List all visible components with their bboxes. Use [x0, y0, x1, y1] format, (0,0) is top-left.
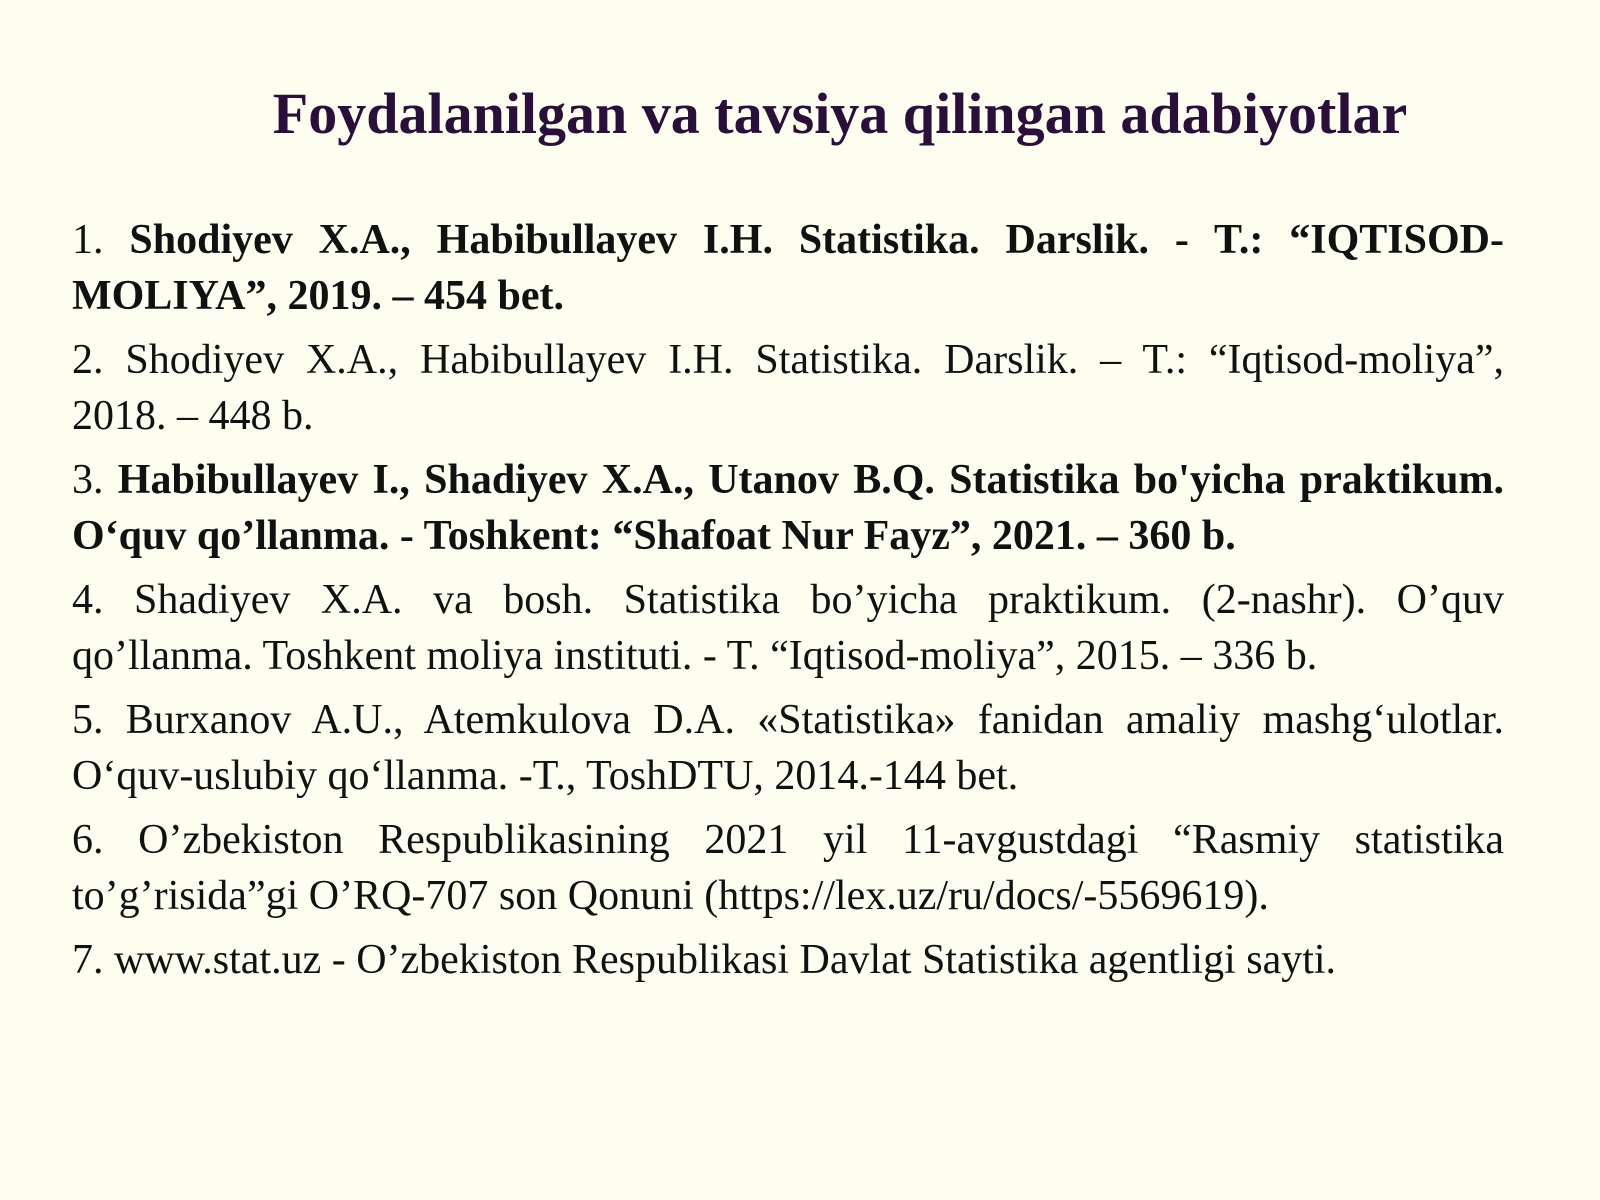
reference-list [72, 212, 1504, 996]
reference-item-3 [72, 452, 1504, 564]
reference-item-4 [72, 572, 1504, 684]
reference-item-5 [72, 692, 1504, 804]
reference-item-7 [72, 932, 1504, 988]
reference-text: O’zbekiston Respublikasining 2021 yil 11-avgustdagi “Rasmiy statistika to’g’risida”gi O’RQ-707 son Qonuni (https://lex.uz/ru/docs/-5569619). [72, 817, 1505, 919]
reference-number: 7. [72, 937, 104, 983]
reference-item-1 [72, 212, 1504, 324]
reference-text: Shodiyev X.A., Habibullayev I.H. Statistika. Darslik. - T.: “IQTISOD-MOLIYA”, 2019. – 454 bet. [72, 217, 1505, 319]
reference-number: 3. [72, 457, 104, 503]
reference-number: 5. [72, 697, 104, 743]
reference-text: Shodiyev X.A., Habibullayev I.H. Statistika. Darslik. – T.: “Iqtisod-moliya”, 2018. – 448 b. [72, 337, 1505, 439]
reference-number: 2. [72, 337, 104, 383]
reference-text: Shadiyev X.A. va bosh. Statistika bo’yicha praktikum. (2-nashr). O’quv qo’llanma. Toshkent moliya instituti. - T. “Iqtisod-moliya”, 2015. – 336 b. [72, 577, 1504, 679]
reference-number: 6. [72, 817, 104, 863]
reference-number: 1. [72, 217, 104, 263]
reference-text: Burxanov A.U., Atemkulova D.A. «Statistika» fanidan amaliy mashg‘ulotlar. O‘quv-uslubiy qo‘llanma. -T., ToshDTU, 2014.-144 bet. [72, 697, 1504, 799]
reference-item-2 [72, 332, 1504, 444]
reference-text: www.stat.uz - O’zbekiston Respublikasi Davlat Statistika agentligi sayti. [114, 937, 1337, 983]
reference-item-6 [72, 812, 1504, 924]
reference-number: 4. [72, 577, 104, 623]
reference-text: Habibullayev I., Shadiyev X.A., Utanov B.Q. Statistika bo'yicha praktikum. O‘quv qo’llanma. - Toshkent: “Shafoat Nur Fayz”, 2021. – 360 b. [72, 457, 1505, 559]
page-title: Foydalanilgan va tavsiya qilingan adabiyotlar [272, 81, 1408, 146]
